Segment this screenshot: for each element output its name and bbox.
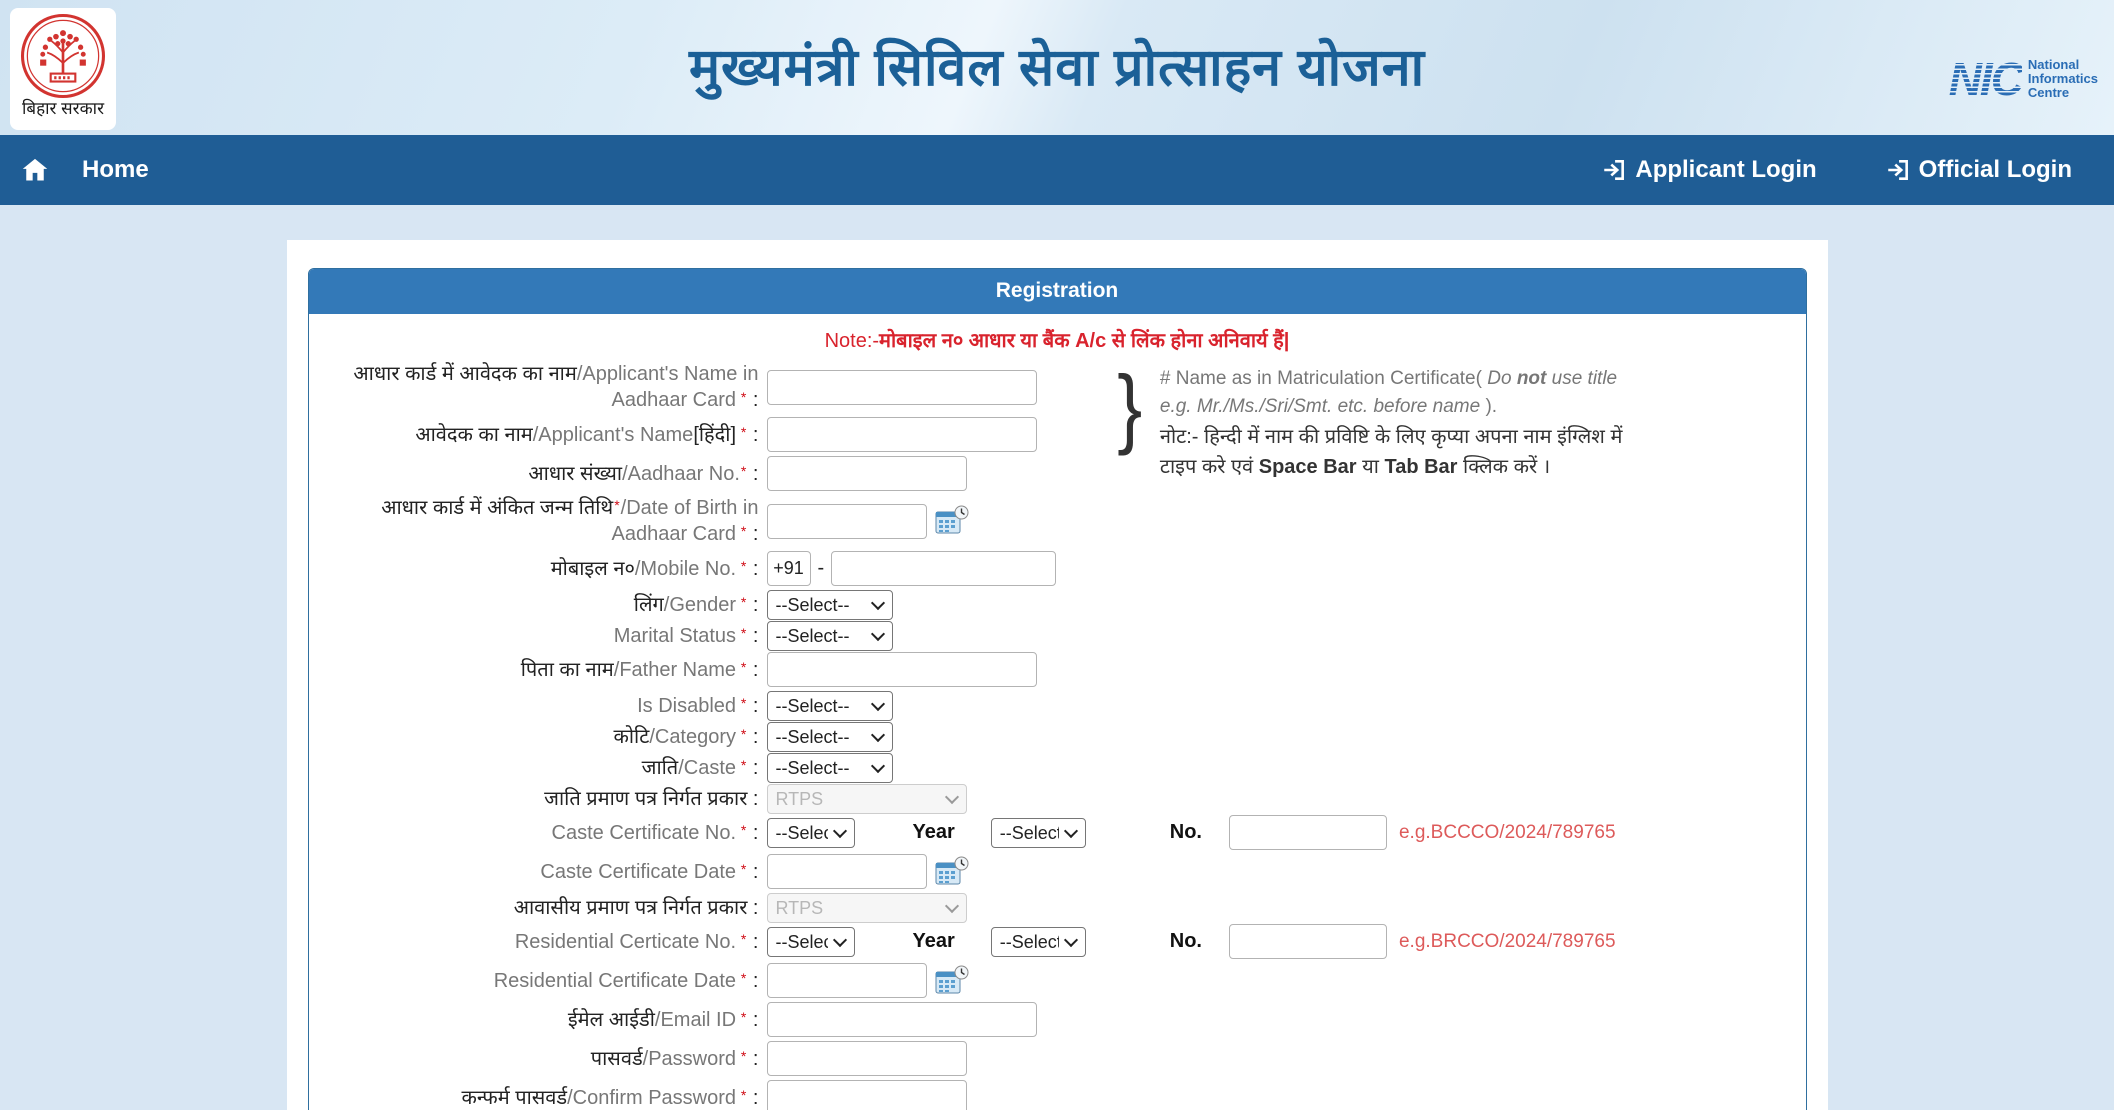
nic-line-1: National <box>2027 57 2080 72</box>
form-row-caste-cert-no <box>309 815 1806 850</box>
dob-aadhaar-label: आधार कार्ड में अंकित जन्म तिथि*/Date of Birth in Aadhaar Card * : <box>381 497 759 545</box>
marital-status-control <box>767 621 893 651</box>
res-cert-year-select-wrap <box>991 927 1086 957</box>
nic-line-3: Centre <box>2027 85 2070 100</box>
mobile-label: मोबाइल न०/Mobile No. * : <box>550 557 759 580</box>
aadhaar-no-label: आधार संख्या/Aadhaar No.* : <box>528 462 759 485</box>
nic-caption <box>2028 58 2098 100</box>
res-cert-prefix-select-wrap <box>767 927 855 957</box>
email-label: ईमेल आईडी/Email ID * : <box>567 1008 759 1031</box>
bihar-govt-logo <box>10 8 116 130</box>
content-container <box>287 240 1828 1110</box>
res-cert-no-control <box>767 924 1616 959</box>
sign-in-icon <box>1601 157 1627 183</box>
form-row-mobile <box>309 551 1806 586</box>
mobile-dash: - <box>817 557 825 579</box>
password-label: पासवर्ड/Password * : <box>590 1047 759 1070</box>
is-disabled-select-wrap <box>767 691 893 721</box>
form-row-caste-cert-type <box>309 784 1806 814</box>
form-row-caste <box>309 753 1806 783</box>
category-label: कोटि/Category * : <box>613 726 759 748</box>
res-cert-type-control <box>767 893 967 923</box>
res-cert-year-select[interactable] <box>991 927 1086 957</box>
site-header <box>0 0 2114 135</box>
form-row-email <box>309 1002 1806 1037</box>
nav-right <box>1533 156 2114 184</box>
official-login-link[interactable] <box>1885 156 2072 184</box>
gender-select-wrap <box>767 590 893 620</box>
caste-cert-type-control <box>767 784 967 814</box>
caste-cert-year-select[interactable] <box>991 818 1086 848</box>
caste-cert-prefix-select[interactable] <box>767 818 855 848</box>
official-login-label: Official Login <box>1918 156 2072 183</box>
mobile-prefix-input[interactable] <box>767 551 811 586</box>
form-row-password <box>309 1041 1806 1076</box>
confirm-password-label: कन्फर्म पासवर्ड/Confirm Password * : <box>461 1086 759 1109</box>
res-cert-no-label: Residential Certicate No. * : <box>514 930 759 953</box>
sign-in-icon <box>1885 157 1911 183</box>
applicant-name-hindi-label: आवेदक का नाम/Applicant's Name[हिंदी] * : <box>415 423 759 446</box>
res-cert-no-input[interactable] <box>1229 924 1387 959</box>
main-navbar <box>0 135 2114 205</box>
form-row-is-disabled <box>309 691 1806 721</box>
email-input[interactable] <box>767 1002 1037 1037</box>
mobile-input[interactable] <box>831 551 1056 586</box>
home-icon <box>20 156 50 184</box>
nav-home-label: Home <box>82 156 149 183</box>
caste-cert-no-label: Caste Certificate No. * : <box>551 821 759 844</box>
hindi-typing-note: नोट:- हिन्दी में नाम की प्रविष्टि के लिए कृप्या अपना नाम इंग्लिश में टाइप करे एवं Space Bar या Tab Bar क्लिक करें । <box>1159 426 1623 479</box>
marital-status-label: Marital Status * : <box>613 625 759 647</box>
side-note-text <box>1160 365 1660 482</box>
confirm-password-control <box>767 1080 967 1110</box>
password-control <box>767 1041 967 1076</box>
category-select-wrap <box>767 722 893 752</box>
res-cert-type-select-wrap <box>767 893 967 923</box>
applicant-name-hindi-input[interactable] <box>767 417 1037 452</box>
res-cert-date-label: Residential Certificate Date * : <box>493 969 759 992</box>
father-name-label: पिता का नाम/Father Name * : <box>520 658 759 681</box>
res-cert-prefix-select[interactable] <box>767 927 855 957</box>
caste-cert-date-input[interactable] <box>767 854 927 889</box>
category-control <box>767 722 893 752</box>
caste-cert-year-select-wrap <box>991 818 1086 848</box>
form-row-res-cert-no <box>309 924 1806 959</box>
calendar-icon[interactable] <box>935 965 969 997</box>
nic-abbr: NIC <box>1948 53 2022 105</box>
dob-input[interactable] <box>767 504 927 539</box>
father-name-control <box>767 652 1037 687</box>
page-background <box>0 205 2114 1110</box>
gender-control <box>767 590 893 620</box>
matriculation-note: # Name as in Matriculation Certificate( Do not use title e.g. Mr./Ms./Sri/Smt. etc. before name ). <box>1159 368 1618 417</box>
nic-logo <box>1949 52 2098 106</box>
applicant-login-link[interactable] <box>1601 156 1816 184</box>
note-text: मोबाइल न० आधार या बैंक A/c से लिंक होना अनिवार्य हैं| <box>879 330 1290 352</box>
marital-status-select[interactable] <box>767 621 893 651</box>
calendar-icon[interactable] <box>935 856 969 888</box>
registration-panel <box>308 268 1807 1110</box>
marital-status-select-wrap <box>767 621 893 651</box>
applicant-name-aadhaar-label: आधार कार्ड में आवेदक का नाम/Applicant's Name in Aadhaar Card * : <box>353 363 759 411</box>
confirm-password-input[interactable] <box>767 1080 967 1110</box>
form-row-category <box>309 722 1806 752</box>
aadhaar-no-control <box>767 456 967 491</box>
is-disabled-label: Is Disabled * : <box>637 695 759 717</box>
password-input[interactable] <box>767 1041 967 1076</box>
aadhaar-no-input[interactable] <box>767 456 967 491</box>
applicant-name-hindi-control <box>767 417 1037 452</box>
caste-select[interactable] <box>767 753 893 783</box>
caste-cert-type-select <box>767 784 967 814</box>
bihar-emblem-icon <box>19 12 107 100</box>
calendar-icon[interactable] <box>935 505 969 537</box>
res-cert-no-no-label: No. <box>1169 930 1202 952</box>
res-cert-no-example: e.g.BRCCO/2024/789765 <box>1398 930 1616 952</box>
form-row-res-cert-date <box>309 963 1806 998</box>
is-disabled-control <box>767 691 893 721</box>
caste-cert-no-example: e.g.BCCCO/2024/789765 <box>1398 821 1616 843</box>
form-row-father-name <box>309 652 1806 687</box>
nic-line-2: Informatics <box>2027 71 2098 86</box>
nav-home[interactable] <box>0 156 149 184</box>
caste-cert-prefix-select-wrap <box>767 818 855 848</box>
applicant-login-label: Applicant Login <box>1635 156 1817 183</box>
caste-select-wrap <box>767 753 893 783</box>
caste-cert-no-control <box>767 815 1616 850</box>
page-title: मुख्यमंत्री सिविल सेवा प्रोत्साहन योजना <box>688 39 1426 97</box>
form-row-caste-cert-date <box>309 854 1806 889</box>
emblem-caption: बिहार सरकार <box>21 99 105 118</box>
caste-cert-no-input[interactable] <box>1229 815 1387 850</box>
email-control <box>767 1002 1037 1037</box>
note-prefix: Note:- <box>824 330 880 352</box>
mandatory-note <box>309 326 1806 353</box>
form-row-marital-status <box>309 621 1806 651</box>
gender-label: लिंग/Gender * : <box>633 594 759 616</box>
name-side-note <box>1115 357 1725 482</box>
form-row-confirm-password <box>309 1080 1806 1110</box>
form-row-gender <box>309 590 1806 620</box>
panel-title: Registration <box>309 269 1806 314</box>
father-name-input[interactable] <box>767 652 1037 687</box>
gender-select[interactable] <box>767 590 893 620</box>
caste-cert-date-control <box>767 854 969 889</box>
res-cert-type-select <box>767 893 967 923</box>
res-cert-date-input[interactable] <box>767 963 927 998</box>
form-row-res-cert-type <box>309 893 1806 923</box>
caste-cert-type-label: जाति प्रमाण पत्र निर्गत प्रकार : <box>544 788 759 810</box>
caste-cert-date-label: Caste Certificate Date * : <box>540 860 759 883</box>
res-cert-no-year-label: Year <box>912 930 955 952</box>
category-select[interactable] <box>767 722 893 752</box>
form-row-dob-aadhaar <box>309 495 1806 547</box>
res-cert-date-control <box>767 963 969 998</box>
caste-cert-type-select-wrap <box>767 784 967 814</box>
dob-aadhaar-control <box>767 504 969 539</box>
is-disabled-select[interactable] <box>767 691 893 721</box>
applicant-name-aadhaar-input[interactable] <box>767 370 1037 405</box>
caste-label: जाति/Caste * : <box>641 757 759 779</box>
caste-control <box>767 753 893 783</box>
brace-glyph: } <box>1116 357 1142 456</box>
caste-cert-no-no-label: No. <box>1169 821 1202 843</box>
caste-cert-no-year-label: Year <box>912 821 955 843</box>
mobile-control <box>767 551 1057 586</box>
res-cert-type-label: आवासीय प्रमाण पत्र निर्गत प्रकार : <box>513 897 759 919</box>
applicant-name-aadhaar-control <box>767 370 1037 405</box>
